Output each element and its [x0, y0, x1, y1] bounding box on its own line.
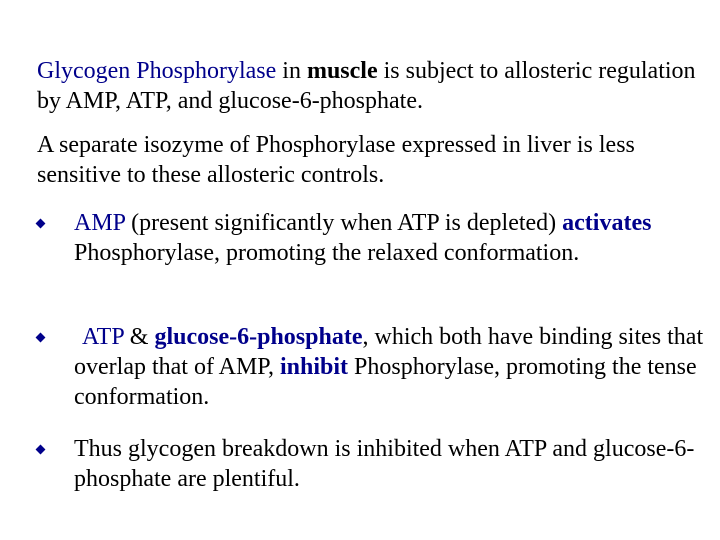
paragraph-liver-isozyme: A separate isozyme of Phosphorylase expressed in liver is less sensitive to these allosteric controls. [37, 132, 635, 188]
paragraph-muscle-regulation [37, 56, 717, 116]
text-span: in [276, 58, 307, 84]
diamond-bullet-icon [36, 333, 46, 343]
text-span: Phosphorylase, promoting the tense conformation. [74, 354, 697, 410]
bullet-text: Thus glycogen breakdown is inhibited when ATP and glucose-6-phosphate are plentiful. [74, 436, 695, 492]
bullet-text [74, 322, 713, 412]
text-span: (present significantly when ATP is depleted) [125, 210, 563, 236]
text-span: , which both have binding sites that overlap that of AMP, [74, 324, 704, 380]
text-span: & [123, 324, 155, 350]
term-atp: ATP [82, 324, 124, 350]
bullet-text [74, 208, 713, 268]
term-inhibit: inhibit [279, 354, 349, 380]
term-amp: AMP [74, 210, 126, 236]
bullet-item-amp [37, 208, 713, 268]
text-span: is subject to allosteric regulation by AMP, ATP, and glucose-6-phosphate. [37, 58, 696, 114]
term-muscle: muscle [306, 58, 378, 84]
text-span: Phosphorylase, promoting the relaxed conformation. [74, 240, 580, 266]
bullet-item-atp-g6p [37, 322, 713, 412]
term-activates: activates [562, 210, 652, 236]
diamond-bullet-icon [36, 445, 46, 455]
term-glucose-6-phosphate: glucose-6-phosphate [154, 324, 363, 350]
term-glycogen-phosphorylase: Glycogen Phosphorylase [37, 58, 277, 84]
diamond-bullet-icon [36, 219, 46, 229]
bullet-item-conclusion [37, 434, 713, 494]
